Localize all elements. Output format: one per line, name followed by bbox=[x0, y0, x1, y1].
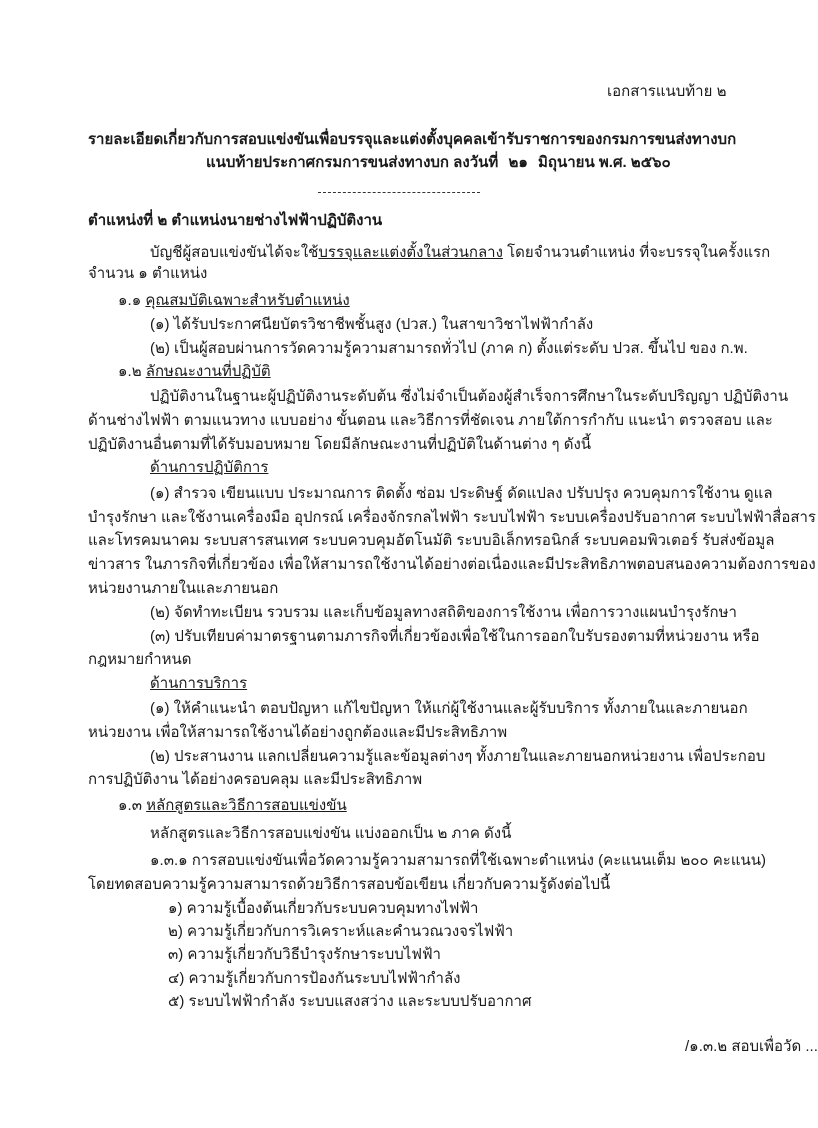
section-1-3-heading bbox=[118, 796, 347, 816]
section-1-2-heading bbox=[118, 362, 271, 382]
intro-line-1 bbox=[150, 243, 770, 263]
intro-line-2: จำนวน ๑ ตำแหน่ง bbox=[88, 265, 208, 282]
duty-paragraph-line: ปฏิบัติงานในฐานะผู้ปฏิบัติงานระดับต้น ซึ่งไม่จำเป็นต้องผู้สำเร็จการศึกษาในระดับปริญญา ปฏิบัติงาน bbox=[150, 388, 789, 405]
exam-sub-1-line: โดยทดสอบความรู้ความสามารถด้วยวิธีการสอบข้อเขียน เกี่ยวกับความรู้ดังต่อไปนี้ bbox=[88, 876, 611, 893]
exam-intro: หลักสูตรและวิธีการสอบแข่งขัน แบ่งออกเป็น ๒ ภาค ดังนี้ bbox=[150, 825, 512, 842]
exam-topic: ๑) ความรู้เบื้องต้นเกี่ยวกับระบบควบคุมทางไฟฟ้า bbox=[168, 900, 479, 917]
operations-line: และโทรคมนาคม ระบบสารสนเทศ ระบบควบคุมอัตโนมัติ ระบบอิเล็กทรอนิกส์ ระบบคอมพิวเตอร์ รับส่งข้อมูล bbox=[88, 532, 775, 549]
services-line: (๒) ประสานงาน แลกเปลี่ยนความรู้และข้อมูลต่างๆ ทั้งภายในและภายนอกหน่วยงาน เพื่อประกอบ bbox=[150, 748, 766, 765]
services-line: หน่วยงาน เพื่อให้สามารถใช้งานได้อย่างถูกต้องและมีประสิทธิภาพ bbox=[88, 724, 508, 741]
operations-line: (๒) จัดทำทะเบียน รวบรวม และเก็บข้อมูลทางสถิติของการใช้งาน เพื่อการวางแผนบำรุงรักษา bbox=[150, 604, 737, 621]
duty-paragraph-line: ด้านช่างไฟฟ้า ตามแนวทาง แบบอย่าง ขั้นตอน และวิธีการที่ชัดเจน ภายใต้การกำกับ แนะนำ ตรวจสอบ และ bbox=[88, 412, 773, 429]
services-line: (๑) ให้คำแนะนำ ตอบปัญหา แก้ไขปัญหา ให้แก่ผู้ใช้งานและผู้รับบริการ ทั้งภายในและภายนอก bbox=[150, 700, 748, 717]
title-suffix: มิถุนายน พ.ศ. ๒๕๖๐ bbox=[538, 154, 671, 171]
operations-line: ข่าวสาร ในภารกิจที่เกี่ยวข้อง เพื่อให้สามารถใช้งานได้อย่างต่อเนื่องและมีประสิทธิภาพตอบสนองความต้องการของ bbox=[88, 556, 816, 573]
operations-line: (๓) ปรับเทียบค่ามาตรฐานตามภารกิจที่เกี่ยวข้องเพื่อใช้ในการออกใบรับรองตามที่หน่วยงาน หรือ bbox=[150, 628, 760, 645]
exam-topic: ๓) ความรู้เกี่ยวกับวิธีบำรุงรักษาระบบไฟฟ้า bbox=[168, 946, 441, 963]
operations-heading: ด้านการปฏิบัติการ bbox=[150, 459, 269, 476]
section-title: คุณสมบัติเฉพาะสำหรับตำแหน่ง bbox=[145, 292, 350, 309]
qualification-item: (๒) เป็นผู้สอบผ่านการวัดความรู้ความสามารถทั่วไป (ภาค ก) ตั้งแต่ระดับ ปวส. ขึ้นไป ของ ก.พ. bbox=[150, 340, 748, 357]
position-heading: ตำแหน่งที่ ๒ ตำแหน่งนายช่างไฟฟ้าปฏิบัติงาน bbox=[88, 212, 383, 229]
continuation-note: /๑.๓.๒ สอบเพื่อวัด ... bbox=[685, 1038, 818, 1055]
exam-topic: ๕) ระบบไฟฟ้ากำลัง ระบบแสงสว่าง และระบบปรับอากาศ bbox=[168, 993, 532, 1010]
annex-label: เอกสารแนบท้าย ๒ bbox=[607, 83, 727, 100]
exam-topic: ๔) ความรู้เกี่ยวกับการป้องกันระบบไฟฟ้ากำลัง bbox=[168, 970, 461, 987]
section-title: ลักษณะงานที่ปฏิบัติ bbox=[145, 363, 271, 380]
services-heading: ด้านการบริการ bbox=[150, 675, 248, 692]
title-prefix: แนบท้ายประกาศกรมการขนส่งทางบก ลงวันที่ bbox=[206, 154, 499, 171]
intro-text: บัญชีผู้สอบแข่งขันได้จะใช้ bbox=[150, 244, 319, 261]
operations-line: กฎหมายกำหนด bbox=[88, 651, 192, 668]
intro-underlined: บรรจุและแต่งตั้งในส่วนกลาง bbox=[318, 244, 503, 261]
operations-line: บำรุงรักษา และใช้งานเครื่องมือ อุปกรณ์ เครื่องจักรกลไฟฟ้า ระบบไฟฟ้า ระบบเครื่องปรับอากาศ ระบบไฟฟ้าสื่อสาร bbox=[88, 509, 816, 526]
qualification-item: (๑) ได้รับประกาศนียบัตรวิชาชีพชั้นสูง (ปวส.) ในสาขาวิชาไฟฟ้ากำลัง bbox=[150, 316, 594, 333]
exam-sub-1-line: ๑.๓.๑ การสอบแข่งขันเพื่อวัดความรู้ความสามารถที่ใช้เฉพาะตำแหน่ง (คะแนนเต็ม ๒๐๐ คะแนน) bbox=[150, 852, 766, 869]
title-line-2 bbox=[206, 153, 671, 173]
operations-line: (๑) สำรวจ เขียนแบบ ประมาณการ ติดตั้ง ซ่อม ประดิษฐ์ ดัดแปลง ปรับปรุง ควบคุมการใช้งาน ดูแล bbox=[150, 485, 773, 502]
section-1-1-heading bbox=[118, 291, 350, 311]
operations-line: หน่วยงานภายในและภายนอก bbox=[88, 580, 279, 597]
duty-paragraph-line: ปฏิบัติงานอื่นตามที่ได้รับมอบหมาย โดยมีลักษณะงานที่ปฏิบัติในด้านต่าง ๆ ดังนี้ bbox=[88, 436, 592, 453]
intro-text-2: โดยจำนวนตำแหน่ง ที่จะบรรจุในครั้งแรก bbox=[502, 244, 771, 261]
divider bbox=[318, 192, 480, 193]
title-day: ๒๑ bbox=[508, 154, 528, 171]
section-number: ๑.๑ bbox=[118, 292, 146, 309]
title-line-1: รายละเอียดเกี่ยวกับการสอบแข่งขันเพื่อบรรจุและแต่งตั้งบุคคลเข้ารับราชการของกรมการขนส่งทางบก bbox=[88, 131, 737, 148]
section-title: หลักสูตรและวิธีการสอบแข่งขัน bbox=[146, 797, 347, 814]
services-line: การปฏิบัติงาน ได้อย่างครอบคลุม และมีประสิทธิภาพ bbox=[88, 771, 423, 788]
exam-topic: ๒) ความรู้เกี่ยวกับการวิเคราะห์และคำนวณวงจรไฟฟ้า bbox=[168, 923, 514, 940]
section-number: ๑.๒ bbox=[118, 363, 146, 380]
section-number: ๑.๓ bbox=[118, 797, 147, 814]
